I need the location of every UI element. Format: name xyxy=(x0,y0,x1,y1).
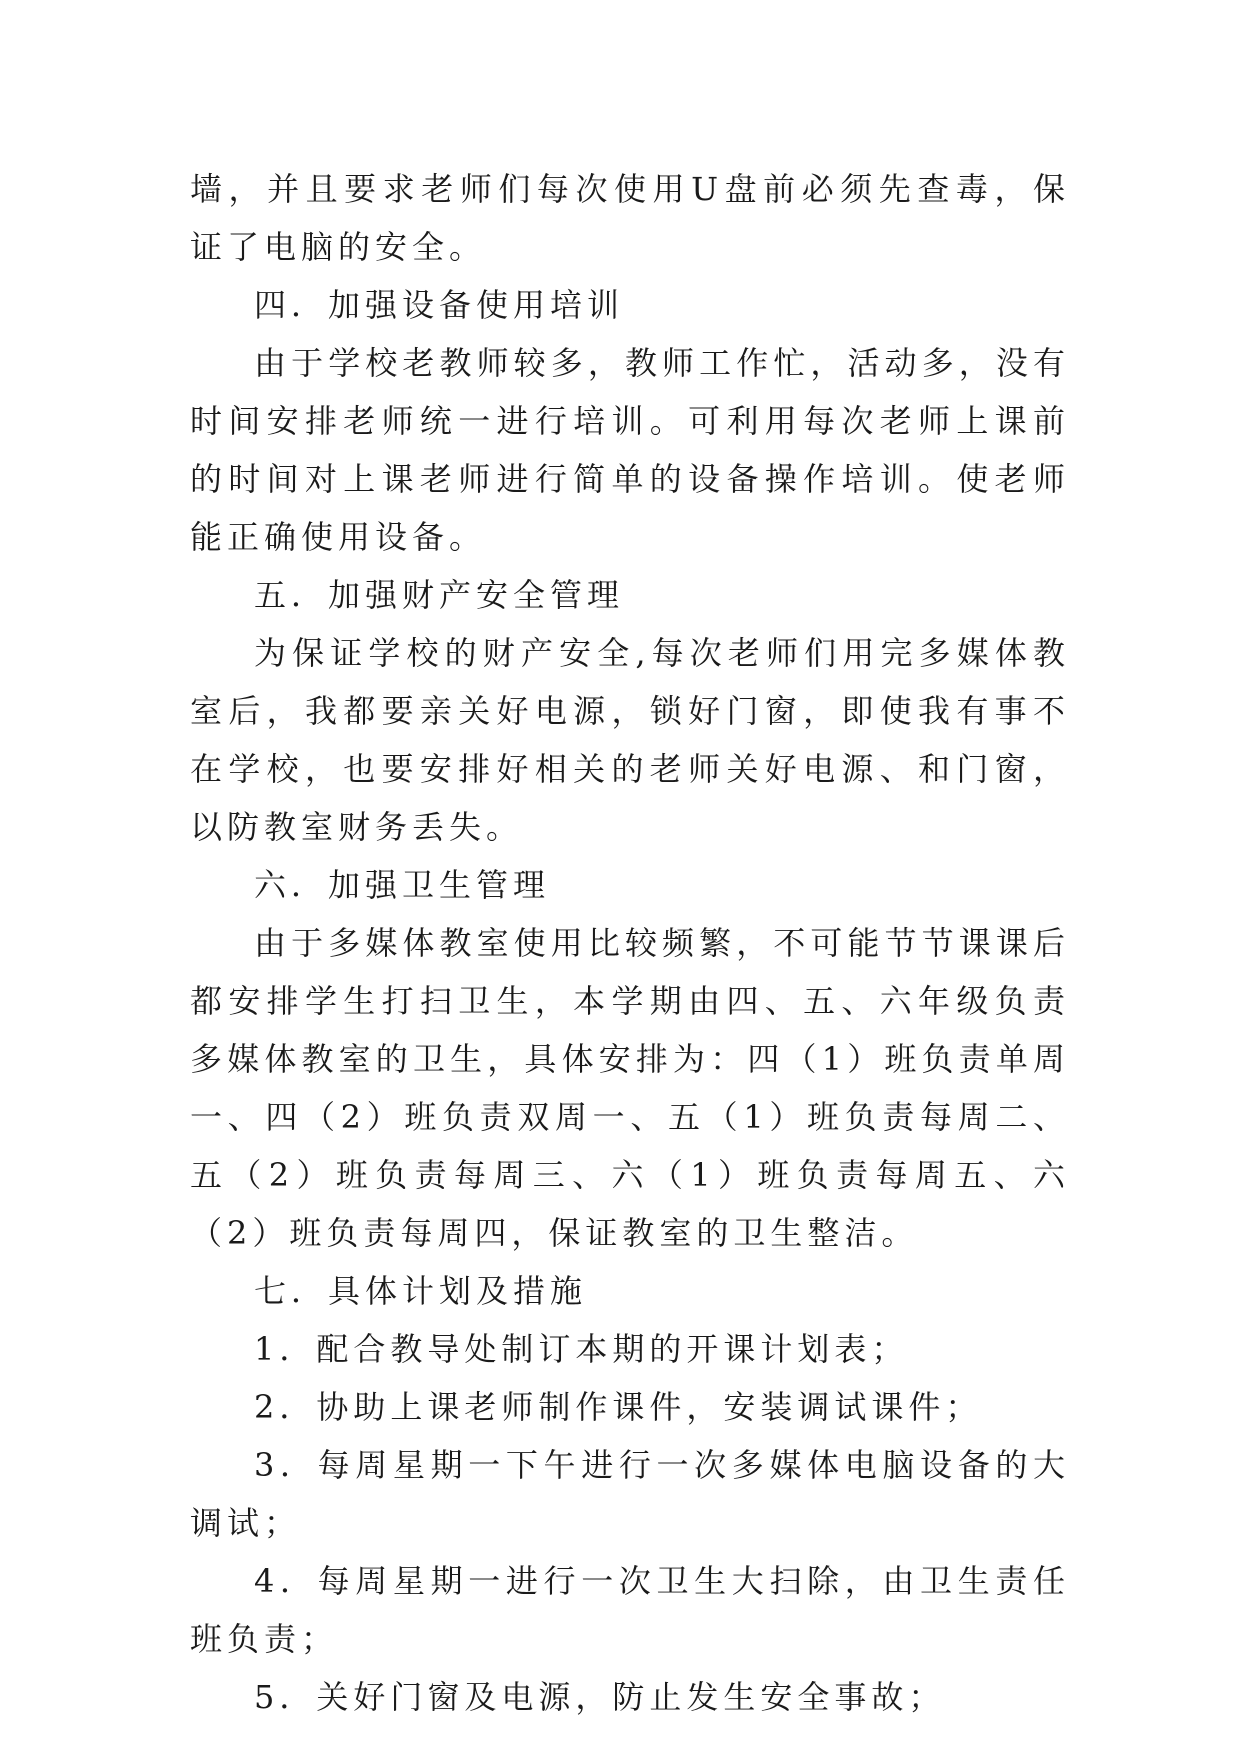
list-item-5: 5．关好门窗及电源，防止发生安全事故； xyxy=(254,1678,946,1716)
list-item-1: 1．配合教导处制订本期的开课计划表； xyxy=(254,1330,909,1368)
document-body xyxy=(190,160,1070,1726)
section-heading-six: 六．加强卫生管理 xyxy=(254,866,551,904)
section-heading-four: 四．加强设备使用培训 xyxy=(254,286,625,324)
paragraph-continuation: 墙，并且要求老师们每次使用U盘前必须先查毒，保证了电脑的安全。 xyxy=(190,170,1070,266)
list-item-4: 4．每周星期一进行一次卫生大扫除，由卫生责任班负责； xyxy=(190,1562,1070,1658)
list-item-3: 3．每周星期一下午进行一次多媒体电脑设备的大调试； xyxy=(190,1446,1070,1542)
section-heading-seven: 七．具体计划及措施 xyxy=(254,1272,588,1310)
list-item-2: 2．协助上课老师制作课件，安装调试课件； xyxy=(254,1388,983,1426)
section-heading-five: 五．加强财产安全管理 xyxy=(254,576,625,614)
paragraph-property-safety: 为保证学校的财产安全,每次老师们用完多媒体教室后，我都要亲关好电源，锁好门窗，即使我有事不在学校，也要安排好相关的老师关好电源、和门窗，以防教室财务丢失。 xyxy=(190,634,1070,846)
paragraph-hygiene: 由于多媒体教室使用比较频繁，不可能节节课课后都安排学生打扫卫生，本学期由四、五、六年级负责多媒体教室的卫生，具体安排为：四（1）班负责单周一、四（2）班负责双周一、五（1）班负责每周二、五（2）班负责每周三、六（1）班负责每周五、六（2）班负责每周四，保证教室的卫生整洁。 xyxy=(190,924,1070,1252)
paragraph-training: 由于学校老教师较多，教师工作忙，活动多，没有时间安排老师统一进行培训。可利用每次老师上课前的时间对上课老师进行简单的设备操作培训。使老师能正确使用设备。 xyxy=(190,344,1070,556)
